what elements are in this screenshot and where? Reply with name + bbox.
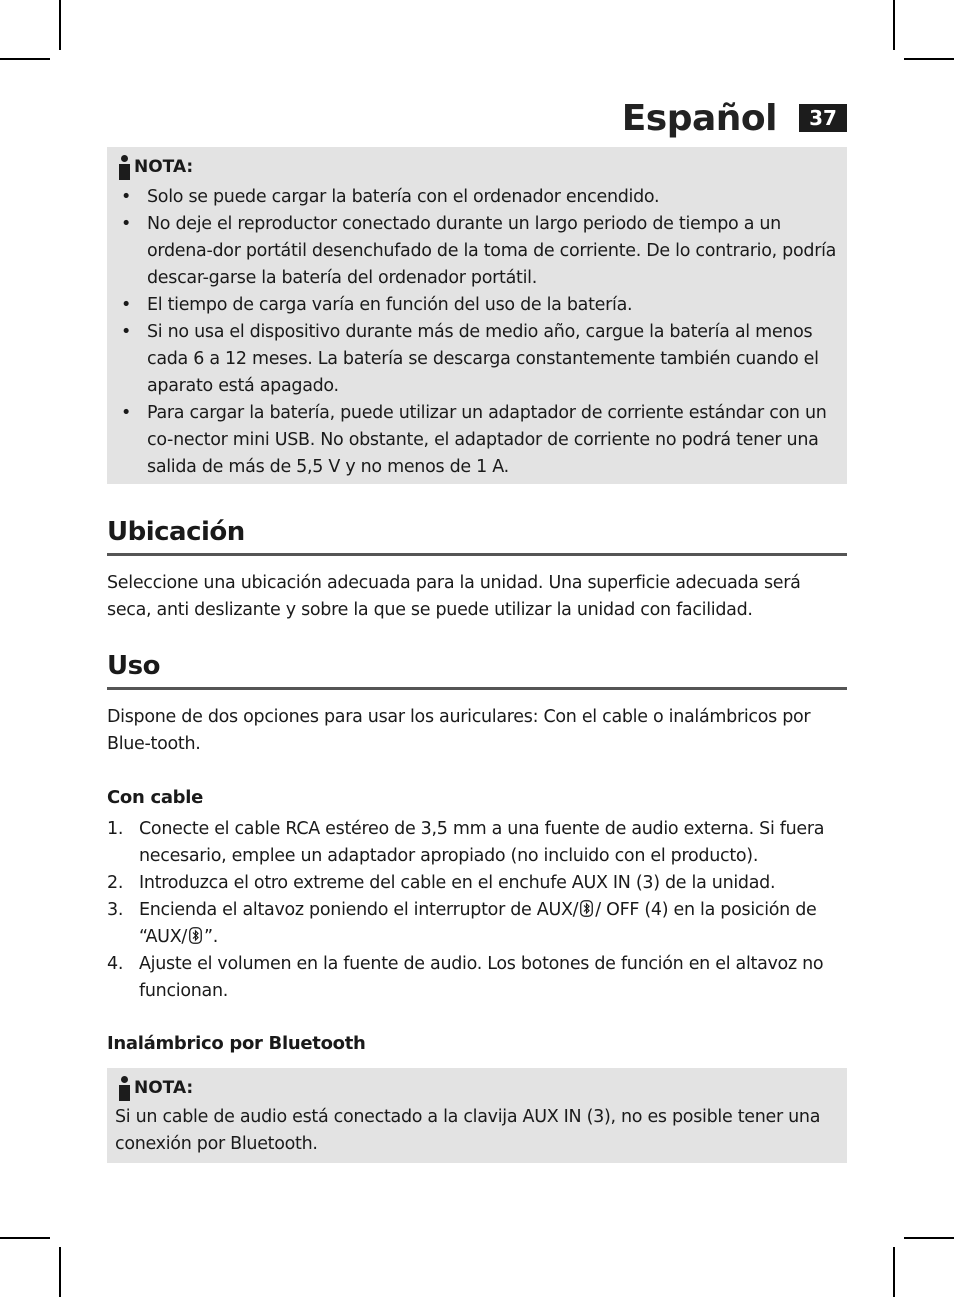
step-text: ”. [203,927,219,947]
crop-mark [59,1247,61,1297]
subheading-bluetooth: Inalámbrico por Bluetooth [107,1033,366,1054]
list-item [107,951,847,1005]
bluetooth-icon [580,900,593,917]
section-title-ubicacion: Ubicación [107,517,847,556]
language-title: Español [621,97,777,139]
list-item: • Para cargar la batería, puede utilizar un adaptador de corriente estándar con un co-nector mini USB. No obstante, el adaptador de corriente no podrá tener una salida de más de 5,5 V y no menos de 1 A. [115,400,839,481]
step-text: Conecte el cable RCA estéreo de 3,5 mm a una fuente de audio externa. Si fuera necesario, emplee un adaptador apropiado (no incluido con el producto). [139,819,825,866]
list-item: • No deje el reproductor conectado durante un largo periodo de tiempo a un ordena-dor portátil desenchufado de la toma de corriente. De lo contrario, podría descar-garse la batería del ordenador portátil. [115,211,839,292]
step-text: Ajuste el volumen en la fuente de audio. Los botones de función en el altavoz no funcionan. [139,954,824,1001]
note-text: Si un cable de audio está conectado a la clavija AUX IN (3), no es posible tener una conexión por Bluetooth. [115,1107,821,1154]
crop-mark [893,0,895,50]
uso-text: Dispone de dos opciones para usar los auriculares: Con el cable o inalámbricos por Blue-tooth. [107,707,811,754]
crop-mark [0,1237,50,1239]
list-item: • Si no usa el dispositivo durante más de medio año, cargue la batería al menos cada 6 a 12 meses. La batería se descarga constantemente también cuando el aparato está apagado. [115,319,839,400]
step-text: Encienda el altavoz poniendo el interruptor de AUX/ [139,900,579,920]
step-text: Introduzca el otro extreme del cable en el enchufe AUX IN (3) de la unidad. [139,873,776,893]
page-number: 37 [799,104,847,132]
list-item [107,870,847,897]
crop-mark [904,58,954,60]
list-item [107,897,847,951]
step-text: / OFF (4) en la posición de “AUX/ [139,900,817,947]
note-list [115,184,839,481]
page-header [622,96,847,140]
ubicacion-text: Seleccione una ubicación adecuada para la unidad. Una superficie adecuada será seca, anti deslizante y sobre la que se puede utilizar la unidad con facilidad. [107,573,801,620]
info-icon [117,155,131,180]
bluetooth-icon [189,927,202,944]
note-header [117,1076,839,1100]
subheading-con-cable: Con cable [107,787,204,808]
section-title-uso: Uso [107,651,847,690]
info-icon [117,1076,131,1101]
list-item: • El tiempo de carga varía en función del uso de la batería. [115,292,839,319]
step-number: 2. [107,873,124,893]
crop-mark [59,0,61,50]
note-box [107,1068,847,1163]
step-number: 1. [107,819,124,839]
crop-mark [0,58,50,60]
crop-mark [893,1247,895,1297]
list-item [107,816,847,870]
note-label: NOTA: [134,1078,194,1098]
step-number: 4. [107,954,124,974]
note-box [107,147,847,484]
note-label: NOTA: [134,157,194,177]
crop-mark [904,1237,954,1239]
step-number: 3. [107,900,124,920]
steps-list [107,816,847,1005]
note-header [117,155,839,179]
list-item: • Solo se puede cargar la batería con el ordenador encendido. [115,184,839,211]
